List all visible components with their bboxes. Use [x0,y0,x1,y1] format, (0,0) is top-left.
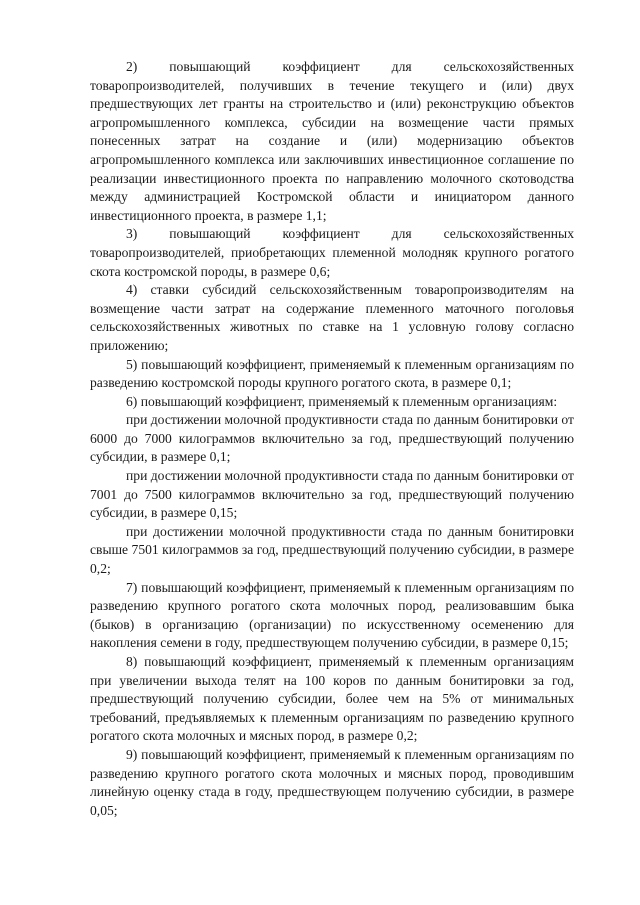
paragraph-item-9: 9) повышающий коэффициент, применяемый к племенным организациям по разведению крупного рогатого скота молочных и мясных пород, проводившим линейную оценку стада в году, предшествующем получению субсидии, в размере 0,05; [90,746,574,818]
document-body [90,58,574,820]
paragraph-item-8: 8) повышающий коэффициент, применяемый к племенным организациям при увеличении выхода телят на 100 коров по данным бонитировки за год, предшествующий получению субсидии, более чем на 5% от минимальных требований, предъявляемых к племенным организациям по разведению крупного рогатого скота молочных и мясных пород, в размере 0,2; [90,654,574,744]
paragraph-item-2: 2) повышающий коэффициент для сельскохозяйственных товаропроизводителей, получивших в течение текущего и (или) двух предшествующих лет гранты на строительство и (или) реконструкцию объектов агропромышленного комплекса, субсидии на возмещение части прямых понесенных затрат на создание и (или) модернизацию объектов агропромышленного комплекса или заключивших инвестиционное соглашение по реализации инвестиционного проекта по направлению молочного скотоводства между администрацией Костромской области и инициатором данного инвестиционного проекта, в размере 1,1; [90,59,574,223]
paragraph-subitem-6b: при достижении молочной продуктивности стада по данным бонитировки от 7001 до 7500 килограммов включительно за год, предшествующий получению субсидии, в размере 0,15; [90,468,574,521]
paragraph-subitem-6c: при достижении молочной продуктивности стада по данным бонитировки свыше 7501 килограммов за год, предшествующий получению субсидии, в размере 0,2; [90,523,574,577]
paragraph-item-4: 4) ставки субсидий сельскохозяйственным товаропроизводителям на возмещение части затрат на содержание племенного маточного поголовья сельскохозяйственных животных по ставке на 1 условную голову согласно приложению; [90,282,574,353]
paragraph-item-3: 3) повышающий коэффициент для сельскохозяйственных товаропроизводителей, приобретающих племенной молодняк крупного рогатого скота костромской породы, в размере 0,6; [90,226,574,279]
paragraph-subitem-6a: при достижении молочной продуктивности стада по данным бонитировки от 6000 до 7000 килограммов включительно за год, предшествующий получению субсидии, в размере 0,1; [90,412,574,465]
paragraph-item-6: 6) повышающий коэффициент, применяемый к племенным организациям: [126,393,558,409]
paragraph-item-7: 7) повышающий коэффициент, применяемый к племенным организациям по разведению крупного рогатого скота молочных пород, реализовавшим быка (быков) в организацию (организации) по искусственному осеменению для накопления семени в году, предшествующем получению субсидии, в размере 0,15; [90,579,574,651]
paragraph-item-5: 5) повышающий коэффициент, применяемый к племенным организациям по разведению костромской породы крупного рогатого скота, в размере 0,1; [90,356,574,391]
